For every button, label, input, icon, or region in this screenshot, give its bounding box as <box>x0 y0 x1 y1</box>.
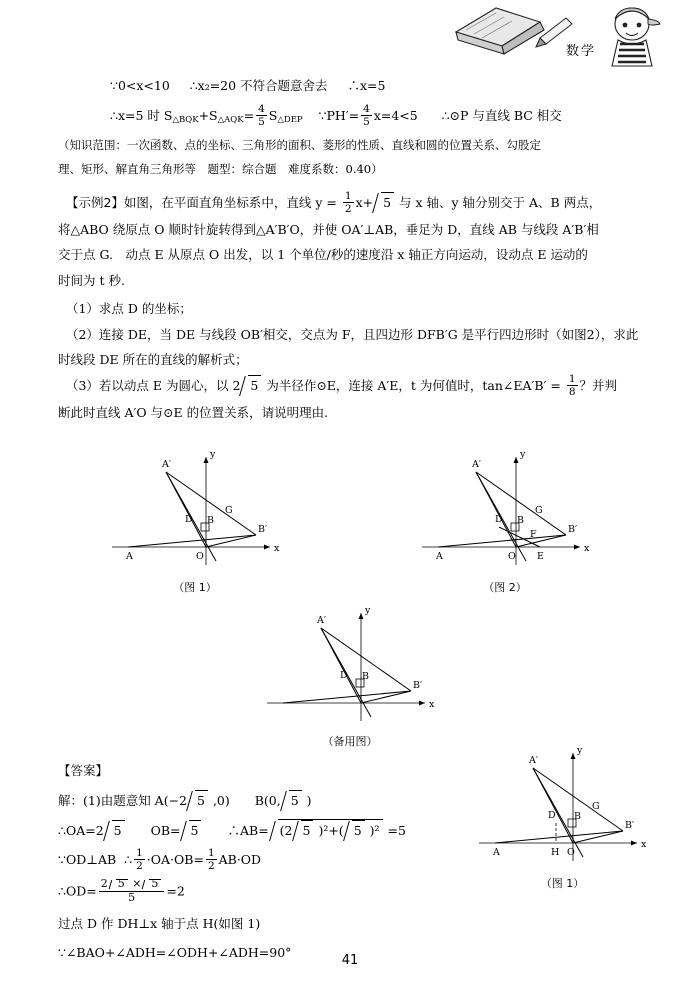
a3d: AB·OD <box>218 852 262 868</box>
label-F: F <box>529 529 537 541</box>
top-line-1b: ∴x₂=20 不符合题意舍去 <box>189 78 328 93</box>
tl2g: ∴⊙P 与直线 BC 相交 <box>441 107 562 123</box>
label-A-prime: A′ <box>316 615 326 627</box>
label-G: G <box>592 801 600 812</box>
question-3-cont: 断此时直线 A′O 与⊙E 的位置关系，请说明理由. <box>58 405 329 421</box>
radical-big <box>270 819 383 843</box>
label-D: D <box>548 810 556 821</box>
a3b: ∴ <box>124 852 133 868</box>
answer-figure-diagram <box>455 735 670 875</box>
label-O: O <box>195 551 204 563</box>
a2c: ∴AB= <box>202 822 269 838</box>
radical-5-i <box>109 878 128 891</box>
tl2b: +S <box>198 107 218 123</box>
label-A-prime: A′ <box>529 755 539 766</box>
fraction-4-5 <box>256 103 267 128</box>
label-A: A <box>493 847 500 858</box>
fraction-1-2 <box>343 190 354 215</box>
label-D: D <box>184 514 193 526</box>
a2b: OB= <box>125 822 181 838</box>
q3c: ？并判 <box>579 378 618 394</box>
label-B-prime: B′ <box>567 524 577 536</box>
tl2sub3: △DEP <box>277 114 303 125</box>
a2a: ∴OA=2 <box>58 822 104 838</box>
fraction-1-2-c <box>206 847 217 872</box>
q3-frac-den: 8 <box>568 386 576 399</box>
tl2c: = <box>243 107 255 123</box>
answer-line-6: ∵∠BAO+∠ADH=∠ODH+∠ADH=90° <box>58 945 292 961</box>
label-x: x <box>273 543 279 555</box>
radical-5-b <box>241 374 261 398</box>
radical-5-j <box>142 878 161 891</box>
tl2a: ∴x=5 时 S <box>110 107 173 123</box>
radical-5 <box>374 191 394 215</box>
ex-frac-den: 2 <box>344 202 352 215</box>
a1c: ) <box>302 792 312 808</box>
a2rad2: 5 <box>190 822 199 838</box>
figure-3-diagram <box>243 603 458 733</box>
figure-1-caption: （图 1） <box>173 581 217 595</box>
tl2f: x=4<5 <box>373 107 418 123</box>
knowledge-range-line-2: 理、矩形、解直角三角形等 题型：综合题 难度系数：0.40） <box>58 161 383 176</box>
label-B: B <box>574 811 581 822</box>
label-B: B <box>516 515 524 527</box>
figure-3-caption: （备用图） <box>322 735 378 749</box>
figure-row-1 <box>0 439 700 595</box>
radical-5-c <box>188 789 208 813</box>
radical-5-e <box>105 819 125 843</box>
label-A-prime: A′ <box>471 459 481 471</box>
top-line-1 <box>0 74 700 98</box>
label-H: H <box>551 847 560 858</box>
label-G: G <box>534 505 543 517</box>
page-header <box>0 0 700 72</box>
a1rad2: 5 <box>290 792 299 808</box>
label-y: y <box>364 605 370 617</box>
label-y: y <box>519 449 525 461</box>
example-paragraph-1 <box>0 191 700 216</box>
question-2-cont: 时线段 DE 所在的直线的解析式； <box>58 352 248 368</box>
a3c: ·OA·OB= <box>146 852 204 868</box>
label-G: G <box>224 505 233 517</box>
label-y: y <box>209 449 215 461</box>
label-y: y <box>577 745 583 756</box>
radical-5-h <box>345 819 365 843</box>
answer-figure <box>455 735 670 891</box>
tl2sub2: △AQK <box>217 114 244 125</box>
frac-num: 4 <box>258 102 265 115</box>
figure-row-2 <box>0 603 700 749</box>
label-E: E <box>536 551 544 563</box>
figure-2 <box>398 439 613 595</box>
frac2-den: 5 <box>363 115 370 128</box>
ex-frac-num: 1 <box>344 189 352 202</box>
a1a: 解：(1)由题意知 A(−2 <box>58 792 188 808</box>
ex-p1a: 如图，在平面直角坐标系中，直线 y = <box>123 194 341 210</box>
a2bigb: )²+( <box>314 822 344 838</box>
a4b: =2 <box>166 884 185 900</box>
a4nrad: 5 <box>117 877 125 891</box>
a4na: 2 <box>100 877 108 891</box>
question-3 <box>0 374 700 399</box>
a3f2n: 1 <box>207 847 215 860</box>
figure-1 <box>88 439 303 595</box>
label-B-prime: B′ <box>412 680 422 692</box>
a1b: ,0) B(0, <box>208 792 281 808</box>
fraction-1-8 <box>567 373 578 398</box>
fraction-od <box>99 878 165 904</box>
a2d: =5 <box>383 822 406 838</box>
q3b: 为半径作⊙E，连接 A′E，t 为何值时，tan∠EA′B′ = <box>262 378 565 394</box>
example-paragraph-2: 将△ABO 绕原点 O 顺时针旋转得到△A′B′O，并使 OA′⊥AB，垂足为 D，直线 AB 与线段 A′B′相 <box>58 221 599 237</box>
a2bigrad2: 5 <box>353 822 362 838</box>
frac2-num: 4 <box>363 102 370 115</box>
a2big: (2 <box>279 822 293 838</box>
figure-3-spare <box>243 603 458 749</box>
label-x: x <box>428 699 434 711</box>
figure-1-diagram <box>88 439 303 579</box>
a2bigc: )² <box>365 822 380 838</box>
a4den: 5 <box>99 891 165 905</box>
figure-2-caption: （图 2） <box>483 581 527 595</box>
subject-label: 数学 <box>565 44 596 59</box>
knowledge-range-line-1: （知识范围：一次函数、点的坐标、三角形的面积、菱形的性质、直线和圆的位置关系、勾股定 <box>58 137 541 152</box>
label-A-prime: A′ <box>161 459 171 471</box>
page-number: 41 <box>341 953 359 968</box>
label-A: A <box>435 551 443 563</box>
q3-rad-val: 5 <box>250 378 259 394</box>
tl2d: S <box>268 107 278 123</box>
tl2e: ∵PH′= <box>318 107 360 123</box>
a4nrad2: 5 <box>151 877 159 891</box>
tl2sub1: △BQK <box>172 114 199 125</box>
answer-figure-caption: （图 1） <box>540 877 585 890</box>
a4a: ∴OD= <box>58 884 97 900</box>
label-x: x <box>641 839 647 850</box>
radical-5-d <box>282 789 302 813</box>
fraction-4-5-b <box>361 103 372 128</box>
label-O: O <box>507 551 516 563</box>
label-B: B <box>206 515 214 527</box>
label-A: A <box>125 551 133 563</box>
a4-num <box>99 878 165 891</box>
ex-p1c: 与 x 轴、y 轴分别交于 A、B 两点， <box>395 194 602 210</box>
a3f2d: 2 <box>207 860 215 873</box>
fraction-1-2-b <box>134 847 145 872</box>
ex-p1b: x+ <box>355 194 374 210</box>
figure-2-diagram <box>398 439 613 579</box>
q3-frac-num: 1 <box>568 373 576 386</box>
label-O: O <box>567 847 575 858</box>
label-x: x <box>583 543 589 555</box>
a2rad: 5 <box>113 822 122 838</box>
question-1 <box>0 297 700 321</box>
example-paragraph-4: 时间为 t 秒. <box>58 273 125 289</box>
a3a: ∵OD⊥AB <box>58 852 117 868</box>
q3a: （3）若以动点 E 为圆心，以 2 <box>65 378 241 394</box>
top-line-1a: ∵0<x<10 <box>110 78 170 93</box>
label-B-prime: B′ <box>257 524 267 536</box>
answer-line-5: 过点 D 作 DH⊥x 轴于点 H(如图 1) <box>58 915 261 931</box>
answer-tag: 【答案】 <box>58 763 109 779</box>
label-D: D <box>339 670 348 682</box>
example-tag: 【示例2】 <box>65 194 124 210</box>
label-B: B <box>361 671 369 683</box>
a4nb: × <box>128 877 142 891</box>
q1-text: （1）求点 D 的坐标； <box>65 300 192 316</box>
frac-den: 5 <box>258 115 265 128</box>
q2-text: （2）连接 DE，当 DE 与线段 OB′相交，交点为 F，且四边形 DFB′G 是平行四边形时（如图2），求此 <box>65 326 639 342</box>
radical-5-g <box>294 819 314 843</box>
top-line-2 <box>0 104 700 129</box>
label-D: D <box>494 514 503 526</box>
label-B-prime: B′ <box>625 820 635 831</box>
question-2 <box>0 323 700 347</box>
a2bigrad: 5 <box>302 822 311 838</box>
top-line-1c: ∴x=5 <box>347 78 386 93</box>
example-paragraph-3: 交于点 G. 动点 E 从原点 O 出发，以 1 个单位/秒的速度沿 x 轴正方向运动，设动点 E 运动的 <box>58 247 588 263</box>
a3fn: 1 <box>136 847 143 860</box>
rad-val: 5 <box>383 194 392 210</box>
radical-5-f <box>182 819 202 843</box>
a3fd: 2 <box>136 860 143 873</box>
a1rad: 5 <box>197 792 205 808</box>
